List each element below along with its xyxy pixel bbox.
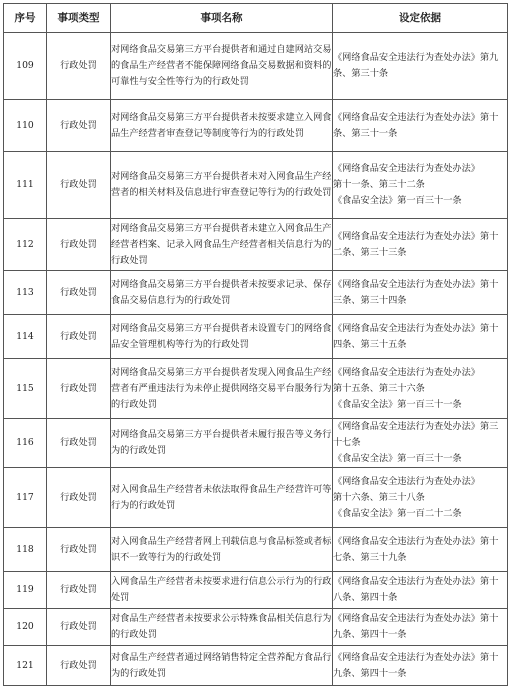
legal-basis-line: 《食品安全法》第一百三十一条: [333, 398, 462, 410]
row-legal-basis: [333, 152, 508, 219]
legal-basis-line: 《网络食品安全违法行为查处办法》第九条、第三十条: [333, 52, 499, 79]
legal-basis-line: 《网络食品安全违法行为查处办法》第十四条、第三十五条: [333, 322, 499, 350]
table-header: [4, 4, 508, 33]
row-serial-number: 112: [4, 219, 47, 271]
row-item-type: 行政处罚: [47, 219, 111, 271]
row-item-type: 行政处罚: [47, 528, 111, 572]
legal-basis-line: 《网络食品安全违法行为查处办法》第十九条、第四十一条: [333, 613, 499, 640]
legal-basis-line: 《网络食品安全违法行为查处办法》第十九条、第四十一条: [333, 651, 499, 679]
header-item-type: 事项类型: [47, 4, 111, 33]
row-item-type: 行政处罚: [47, 646, 111, 686]
row-legal-basis: [333, 219, 508, 271]
table-row: [4, 100, 508, 152]
legal-basis-line: 《网络食品安全违法行为查处办法》第十二条、第三十三条: [333, 230, 499, 258]
legal-basis-line: 《网络食品安全违法行为查处办法》第十条、第三十一条: [333, 111, 499, 139]
row-serial-number: 118: [4, 528, 47, 572]
row-item-name: 对食品生产经营者通过网络销售特定全营养配方食品行为的行政处罚: [111, 646, 333, 686]
legal-basis-line: 《食品安全法》第一百三十一条: [333, 195, 462, 206]
row-serial-number: 115: [4, 359, 47, 419]
row-item-type: 行政处罚: [47, 315, 111, 359]
row-item-type: 行政处罚: [47, 468, 111, 528]
row-item-type: 行政处罚: [47, 271, 111, 315]
row-item-name: 入网食品生产经营者未按要求进行信息公示行为的行政处罚: [111, 572, 333, 609]
legal-basis-line: 《网络食品安全违法行为查处办法》第十七条、第三十九条: [333, 535, 499, 563]
row-item-name: 对入网食品生产经营者网上刊载信息与食品标签或者标识不一致等行为的行政处罚: [111, 528, 333, 572]
row-item-name: 对网络食品交易第三方平台提供者未设置专门的网络食品安全管理机构等行为的行政处罚: [111, 315, 333, 359]
row-serial-number: 116: [4, 419, 47, 468]
table-body: [4, 33, 508, 686]
row-item-name: 对网络食品交易第三方平台提供者未履行报告等义务行为的行政处罚: [111, 419, 333, 468]
row-legal-basis: [333, 572, 508, 609]
table-row: [4, 359, 508, 419]
legal-basis-line: 第十六条、第三十八条: [333, 491, 425, 503]
table-row: [4, 219, 508, 271]
row-serial-number: 109: [4, 33, 47, 100]
legal-basis-line: 《网络食品安全违法行为查处办法》第十三条、第三十四条: [333, 278, 499, 306]
row-item-name: 对网络食品交易第三方平台提供者未建立入网食品生产经营者档案、记录入网食品生产经营者相关信息行为的行政处罚: [111, 219, 333, 271]
legal-basis-line: 第十一条、第三十二条: [333, 179, 425, 190]
row-legal-basis: [333, 528, 508, 572]
row-item-name: 对网络食品交易第三方平台提供者未按要求建立入网食品生产经营者审查登记等制度等行为的行政处罚: [111, 100, 333, 152]
table-row: [4, 528, 508, 572]
table-row: [4, 572, 508, 609]
row-item-type: 行政处罚: [47, 419, 111, 468]
legal-basis-line: 第十五条、第三十六条: [333, 382, 425, 394]
table-row: [4, 419, 508, 468]
table-row: [4, 33, 508, 100]
row-serial-number: 114: [4, 315, 47, 359]
row-serial-number: 119: [4, 572, 47, 609]
row-item-type: 行政处罚: [47, 572, 111, 609]
row-serial-number: 121: [4, 646, 47, 686]
row-item-type: 行政处罚: [47, 33, 111, 100]
legal-basis-line: 《网络食品安全违法行为查处办法》: [333, 366, 480, 378]
row-legal-basis: [333, 33, 508, 100]
table-row: [4, 271, 508, 315]
row-item-name: 对网络食品交易第三方平台提供者未按要求记录、保存食品交易信息行为的行政处罚: [111, 271, 333, 315]
legal-basis-line: 《网络食品安全违法行为查处办法》第十八条、第四十条: [333, 576, 499, 603]
row-item-name: 对食品生产经营者未按要求公示特殊食品相关信息行为的行政处罚: [111, 609, 333, 646]
table-row: [4, 468, 508, 528]
row-serial-number: 110: [4, 100, 47, 152]
row-legal-basis: [333, 271, 508, 315]
row-item-type: 行政处罚: [47, 152, 111, 219]
regulation-table: [3, 3, 508, 686]
legal-basis-line: 《网络食品安全违法行为查处办法》: [333, 163, 480, 174]
table-row: [4, 315, 508, 359]
row-item-name: 对网络食品交易第三方平台提供者和通过自建网站交易的食品生产经营者不能保障网络食品交易数据和资料的可靠性与安全性等行为的行政处罚: [111, 33, 333, 100]
header-item-name: 事项名称: [111, 4, 333, 33]
row-serial-number: 117: [4, 468, 47, 528]
row-serial-number: 120: [4, 609, 47, 646]
header-row: [4, 4, 508, 33]
legal-basis-line: 《食品安全法》第一百三十一条: [333, 453, 462, 464]
row-legal-basis: [333, 609, 508, 646]
row-serial-number: 113: [4, 271, 47, 315]
header-legal-basis: 设定依据: [333, 4, 508, 33]
row-legal-basis: [333, 468, 508, 528]
legal-basis-line: 《食品安全法》第一百二十二条: [333, 507, 462, 519]
row-item-name: 对网络食品交易第三方平台提供者发现入网食品生产经营者有严重违法行为未停止提供网络交易平台服务行为的行政处罚: [111, 359, 333, 419]
row-item-name: 对网络食品交易第三方平台提供者未对入网食品生产经营者的相关材料及信息进行审查登记等行为的行政处罚: [111, 152, 333, 219]
row-legal-basis: [333, 100, 508, 152]
row-item-type: 行政处罚: [47, 100, 111, 152]
table-row: [4, 152, 508, 219]
row-legal-basis: [333, 359, 508, 419]
header-serial-number: 序号: [4, 4, 47, 33]
legal-basis-line: 《网络食品安全违法行为查处办法》第三十七条: [333, 421, 499, 448]
legal-basis-line: 《网络食品安全违法行为查处办法》: [333, 475, 480, 487]
row-serial-number: 111: [4, 152, 47, 219]
row-item-name: 对入网食品生产经营者未依法取得食品生产经营许可等行为的行政处罚: [111, 468, 333, 528]
row-legal-basis: [333, 315, 508, 359]
row-legal-basis: [333, 419, 508, 468]
table-row: [4, 609, 508, 646]
row-item-type: 行政处罚: [47, 359, 111, 419]
row-item-type: 行政处罚: [47, 609, 111, 646]
